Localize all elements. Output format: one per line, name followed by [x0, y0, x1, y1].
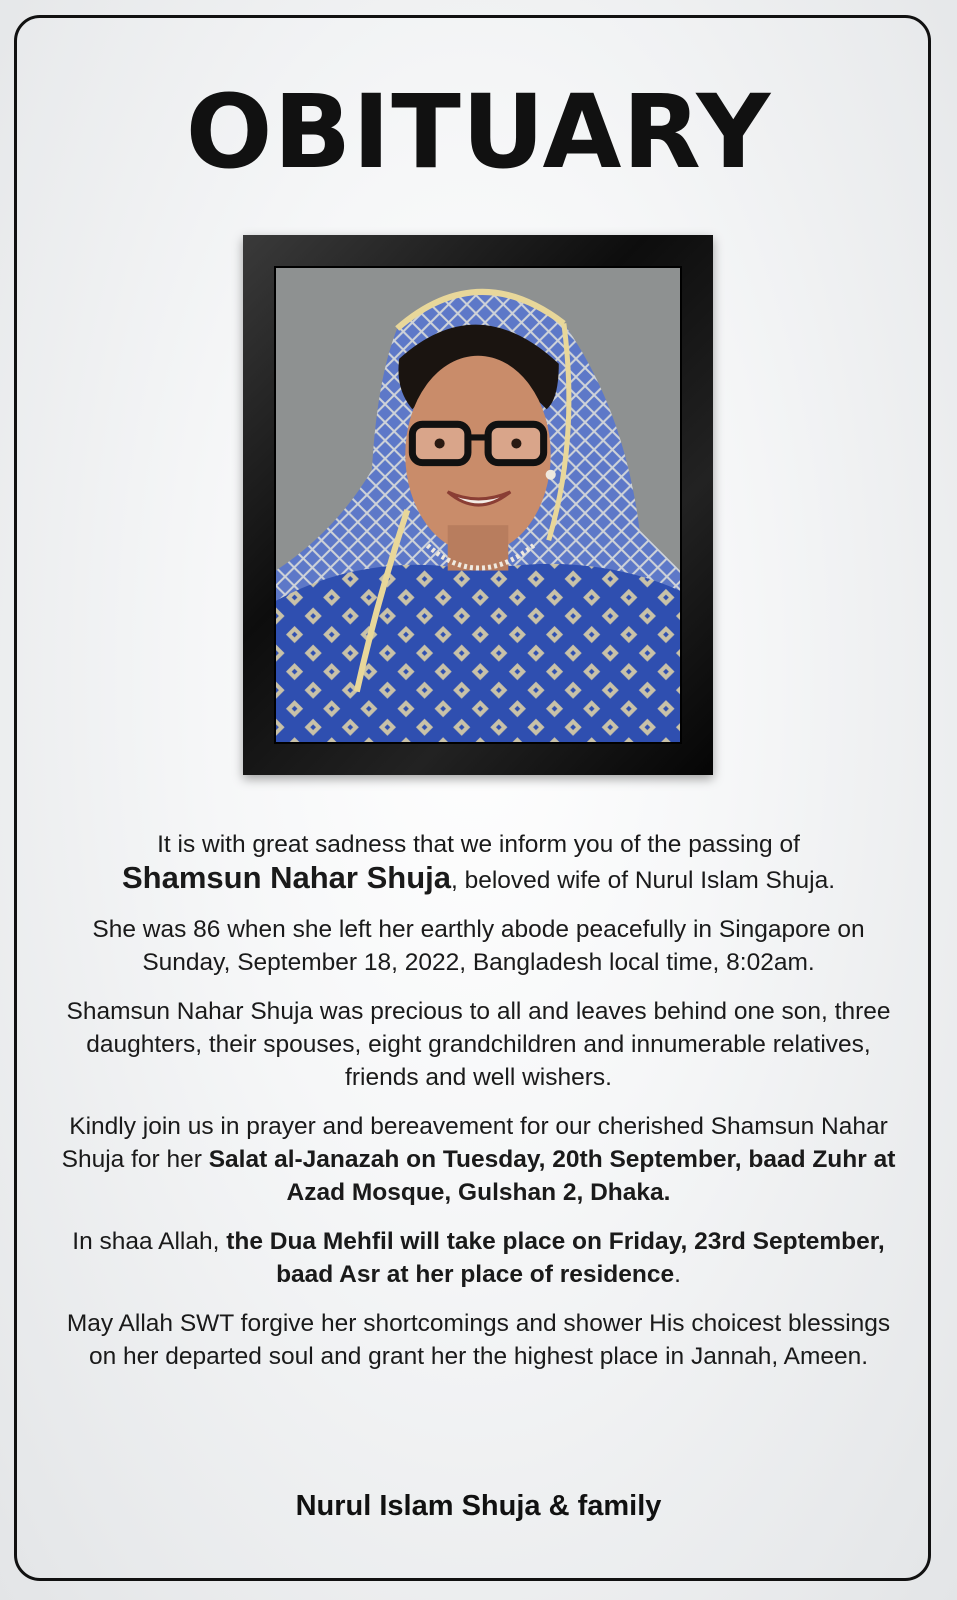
paragraph-prayer: May Allah SWT forgive her shortcomings and shower His choicest blessings on her departed soul and grant her the highest place in Jannah, Ameen.: [66, 1310, 891, 1370]
photo-frame: [243, 235, 713, 775]
obituary-text: [60, 828, 897, 1389]
paragraph-survivors: Shamsun Nahar Shuja was precious to all and leaves behind one son, three daughters, their spouses, eight grandchildren and innumerable relatives, friends and well wishers.: [66, 998, 891, 1091]
portrait-photo: [274, 266, 682, 744]
paragraph-janazah: [60, 1110, 897, 1209]
dua-intro: In shaa Allah,: [72, 1228, 227, 1255]
announcement-intro: It is with great sadness that we inform you of the passing of: [157, 831, 800, 858]
paragraph-announcement: [60, 828, 897, 897]
page-title: OBITUARY: [185, 73, 772, 192]
janazah-intro: Kindly join us in prayer and bereavement for our cherished Shamsun Nahar Shuja for her: [61, 1113, 888, 1173]
signoff: Nurul Islam Shuja & family: [295, 1490, 662, 1522]
announcement-rest: , beloved wife of Nurul Islam Shuja.: [451, 867, 836, 894]
paragraph-dua-mehfil: [60, 1225, 897, 1291]
janazah-details: Salat al-Janazah on Tuesday, 20th September, baad Zuhr at Azad Mosque, Gulshan 2, Dhaka.: [208, 1146, 896, 1206]
portrait-illustration: [276, 268, 680, 742]
dua-end: .: [674, 1261, 681, 1288]
deceased-name: Shamsun Nahar Shuja: [121, 860, 451, 895]
dua-details: the Dua Mehfil will take place on Friday, 23rd September, baad Asr at her place of residence: [226, 1228, 885, 1288]
paragraph-passing-details: She was 86 when she left her earthly abode peacefully in Singapore on Sunday, September 18, 2022, Bangladesh local time, 8:02am.: [92, 916, 865, 976]
